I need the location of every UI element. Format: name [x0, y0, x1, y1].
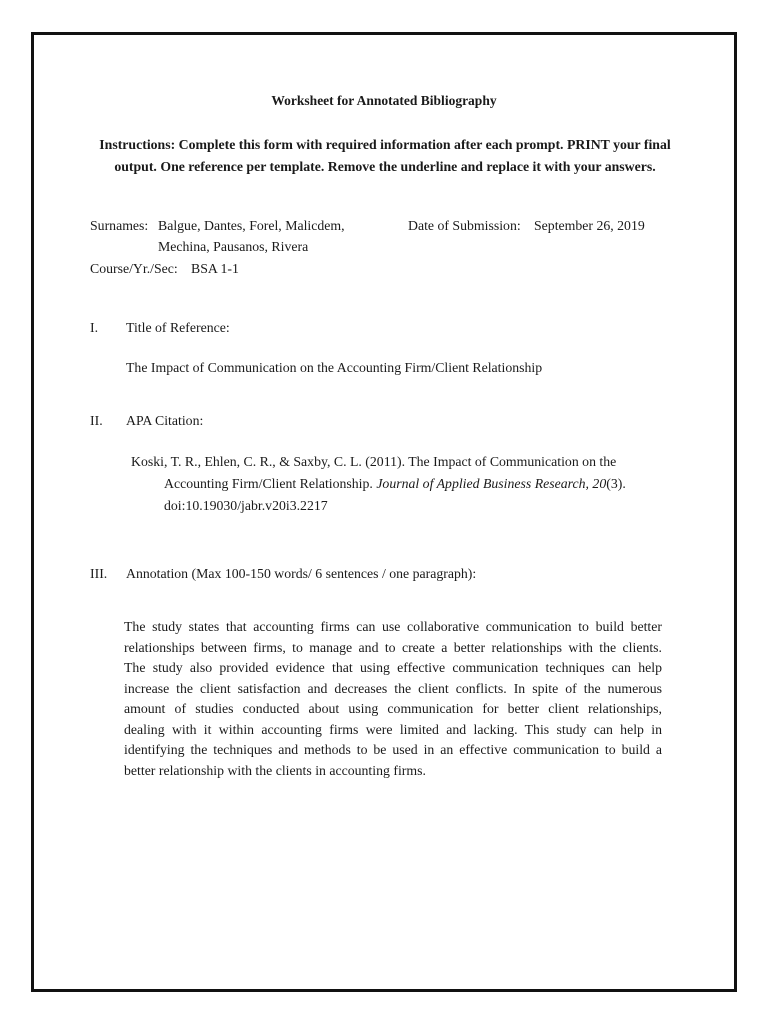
surnames-line2: Mechina, Pausanos, Rivera	[158, 239, 309, 254]
citation-journal: Journal of Applied Business Research, 20	[376, 476, 607, 491]
section-iii-label: Annotation (Max 100-150 words/ 6 sentences / one paragraph):	[126, 566, 477, 581]
citation-line-1: Koski, T. R., Ehlen, C. R., & Saxby, C. L. (2011). The Impact of Communication on the	[131, 454, 617, 469]
citation-doi: doi:10.19030/jabr.v20i3.2217	[164, 498, 328, 513]
section-ii-label: APA Citation:	[126, 413, 204, 428]
section-ii-number: II.	[90, 413, 103, 428]
annotation-line: relationships between firms, to manage and to create a better relationships with the clients.	[124, 639, 662, 655]
annotation-line: increase the client satisfaction and decreases the client conflicts. In spite of the numerous	[124, 680, 662, 696]
citation-article-title: Accounting Firm/Client Relationship.	[164, 476, 377, 491]
apa-citation	[131, 451, 671, 517]
date-label: Date of Submission:	[408, 218, 521, 233]
course-value: BSA 1-1	[191, 261, 239, 276]
instructions-text: Instructions: Complete this form with required information after each prompt. PRINT your final output. One reference per template. Remove the underline and replace it with your answers.	[99, 137, 671, 174]
date-value: September 26, 2019	[534, 218, 645, 233]
worksheet-title: Worksheet for Annotated Bibliography	[271, 93, 497, 108]
annotation-line: dealing with it within accounting firms were limited and lacking. This study can help in	[124, 721, 662, 737]
section-i-number: I.	[90, 320, 99, 335]
section-i-label: Title of Reference:	[126, 320, 230, 335]
annotation-line: better relationship with the clients in accounting firms.	[124, 762, 426, 778]
annotation-line: The study also provided evidence that using effective communication techniques can help	[124, 660, 662, 675]
section-iii-number: III.	[90, 566, 108, 581]
surnames-line1: Balgue, Dantes, Forel, Malicdem,	[158, 218, 345, 233]
annotation-line: amount of studies conducted about using communication for better client relationships,	[124, 701, 662, 716]
course-label: Course/Yr./Sec:	[90, 261, 178, 276]
surnames-label: Surnames:	[90, 218, 149, 233]
citation-line-2	[131, 473, 671, 495]
annotation-paragraph	[124, 617, 662, 781]
annotation-line: The study states that accounting firms can use collaborative communication to build better	[124, 619, 662, 634]
reference-title: The Impact of Communication on the Accounting Firm/Client Relationship	[126, 360, 543, 375]
annotation-line: identifying the techniques and methods to be used in an effective communication to build a	[124, 742, 662, 757]
citation-issue: (3).	[606, 476, 626, 491]
